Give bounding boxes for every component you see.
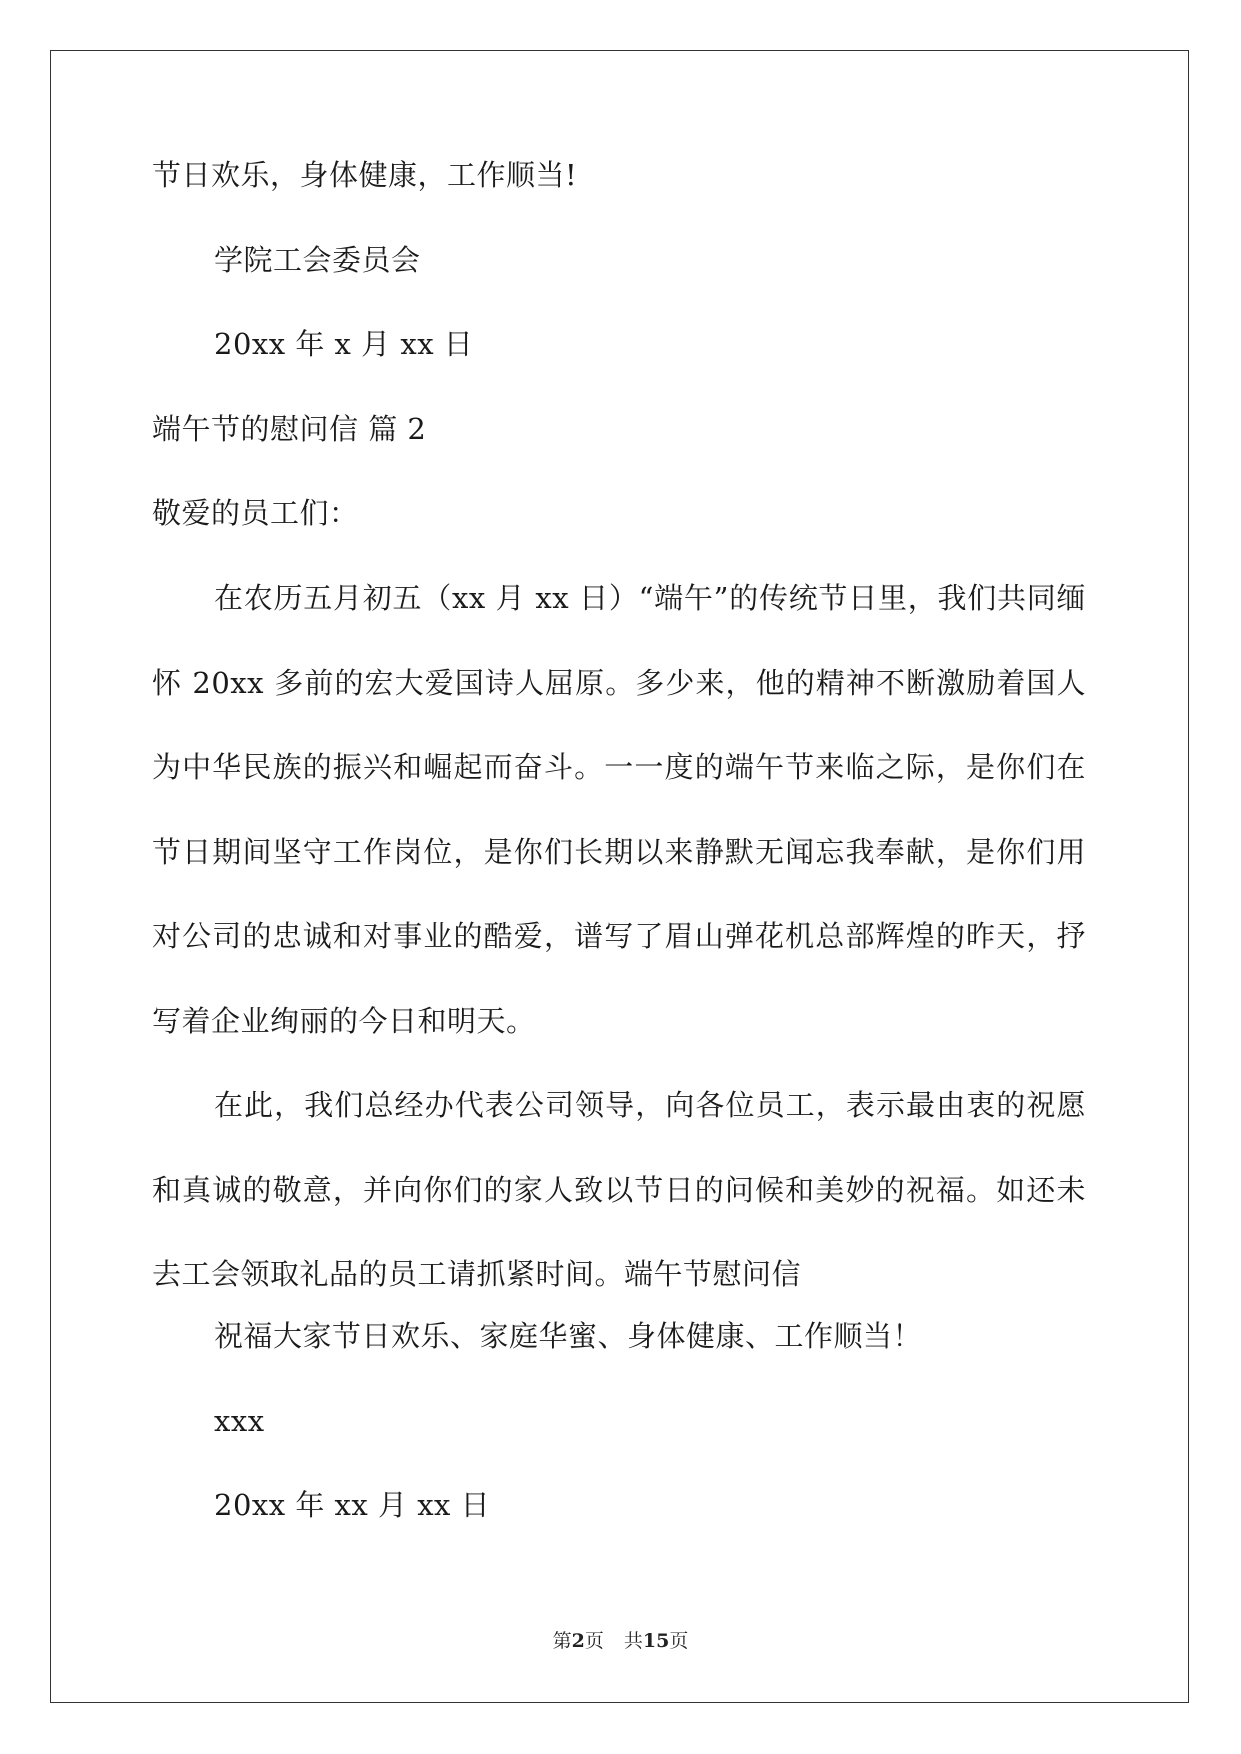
page-unit: 页 <box>584 1630 604 1652</box>
page-total: 15 <box>642 1630 670 1652</box>
blessing-line: 祝福大家节日欢乐、家庭华蜜、身体健康、工作顺当！ <box>214 1319 923 1353</box>
letter-date: 20xx 年 xx 月 xx 日 <box>214 1488 491 1522</box>
body-paragraph-1: 在农历五月初五（xx 月 xx 日）“端午”的传统节日里，我们共同缅怀 20xx 多前的宏大爱国诗人屈原。多少来，他的精神不断激励着国人为中华民族的振兴和崛起而奋斗。一一度的端午节来临之际，是你们在节日期间坚守工作岗位，是你们长期以来静默无闻忘我奉献，是你们用对公司的忠诚和对事业的酷爱，谱写了眉山弹花机总部辉煌的昨天，抒写着企业绚丽的今日和明天。 <box>152 581 1086 1038</box>
page-prefix: 第 <box>552 1630 572 1652</box>
section-title: 端午节的慰问信 篇 2 <box>152 412 427 446</box>
page-footer <box>0 1628 1241 1654</box>
total-unit: 页 <box>669 1630 689 1652</box>
signer-name: xxx <box>214 1404 265 1438</box>
signature-previous: 学院工会委员会 <box>214 243 421 277</box>
body-paragraph-2: 在此，我们总经办代表公司领导，向各位员工，表示最由衷的祝愿和真诚的敬意，并向你们的家人致以节日的问候和美妙的祝福。如还未去工会领取礼品的员工请抓紧时间。端午节慰问信 <box>152 1088 1086 1291</box>
closing-line-previous: 节日欢乐，身体健康，工作顺当! <box>152 158 578 192</box>
total-prefix: 共 <box>623 1630 643 1652</box>
page-current: 2 <box>571 1630 585 1652</box>
salutation: 敬爱的员工们： <box>152 496 359 530</box>
date-previous: 20xx 年 x 月 xx 日 <box>214 327 474 361</box>
